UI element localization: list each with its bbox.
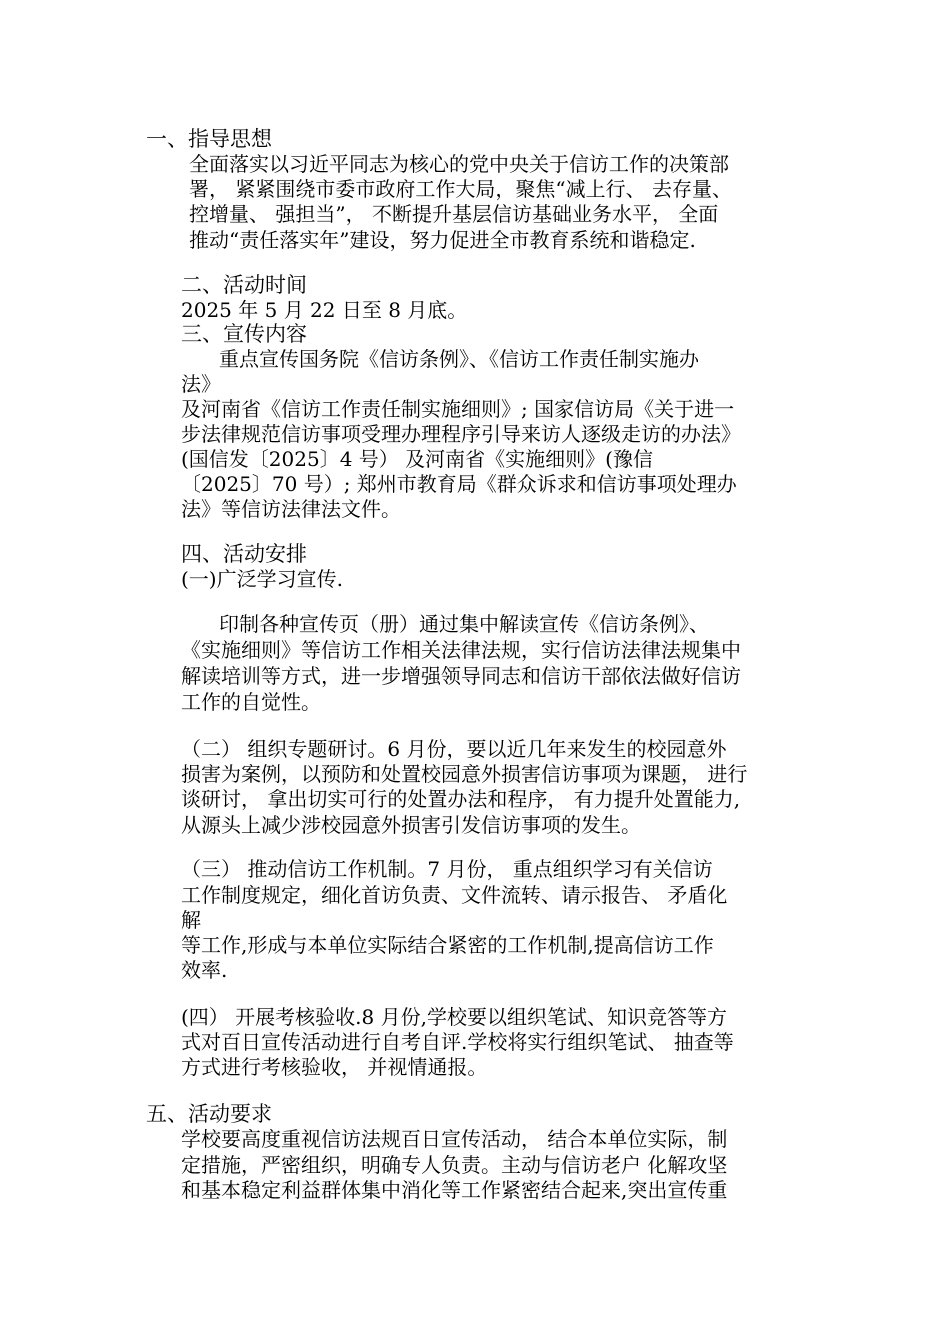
paragraph-line: 及河南省《信访工作责任制实施细则》; 国家信访局《关于进一 — [181, 397, 735, 421]
paragraph-line: 重点宣传国务院《信访条例》、《信访工作责任制实施办 — [219, 347, 699, 371]
paragraph-line: (国信发〔2025〕4 号） 及河南省《实施细则》(豫信 — [181, 447, 653, 471]
paragraph-line: 印制各种宣传页（册）通过集中解读宣传《信访条例》、 — [219, 612, 709, 636]
section-heading-guiding-ideology: 一、指导思想 — [146, 127, 272, 151]
section-heading-publicity-content: 三、宣传内容 — [181, 322, 307, 346]
paragraph-line: (四） 开展考核验收.8 月份,学校要以组织笔试、知识竞答等方 — [181, 1005, 727, 1029]
paragraph-line: 式对百日宣传活动进行自考自评.学校将实行组织笔试、 抽查等 — [181, 1030, 734, 1054]
paragraph-line: 〔2025〕70 号）; 郑州市教育局《群众诉求和信访事项处理办 — [181, 472, 737, 496]
paragraph-line: 和基本稳定利益群体集中消化等工作紧密结合起来,突出宣传重 — [181, 1178, 728, 1202]
paragraph-line: 推动“责任落实年”建设，努力促进全市教育系统和谐稳定. — [189, 228, 696, 252]
paragraph-line: 署， 紧紧围绕市委市政府工作大局，聚焦“减上行、 去存量、 — [189, 177, 732, 201]
paragraph-line: 效率. — [181, 958, 228, 982]
paragraph-line: 2025 年 5 月 22 日至 8 月底。 — [181, 298, 468, 322]
paragraph-line: 学校要高度重视信访法规百日宣传活动， 结合本单位实际，制 — [181, 1127, 728, 1151]
section-heading-activity-time: 二、活动时间 — [181, 273, 307, 297]
paragraph-line: 方式进行考核验收， 并视情通报。 — [181, 1055, 488, 1079]
paragraph-line: 工作制度规定，细化首访负责、文件流转、请示报告、 矛盾化 — [181, 883, 728, 907]
paragraph-line: 解 — [181, 908, 201, 932]
paragraph-line: 从源头上减少涉校园意外损害引发信访事项的发生。 — [181, 813, 641, 837]
paragraph-line: (一)广泛学习宣传. — [181, 567, 343, 591]
paragraph-line: 《实施细则》等信访工作相关法律法规，实行信访法律法规集中 — [181, 638, 741, 662]
paragraph-line: 全面落实以习近平同志为核心的党中央关于信访工作的决策部 — [189, 152, 729, 176]
paragraph-line: 损害为案例，以预防和处置校园意外损害信访事项为课题， 进行 — [181, 762, 748, 786]
paragraph-line: （三） 推动信访工作机制。7 月份， 重点组织学习有关信访 — [181, 857, 713, 881]
section-heading-activity-requirements: 五、活动要求 — [146, 1102, 272, 1126]
paragraph-line: 控增量、 强担当”， 不断提升基层信访基础业务水平， 全面 — [189, 202, 719, 226]
paragraph-line: 工作的自觉性。 — [181, 690, 321, 714]
paragraph-line: 法》等信访法律法文件。 — [181, 497, 401, 521]
paragraph-line: 定措施，严密组织，明确专人负责。主动与信访老户 化解攻坚 — [181, 1153, 728, 1177]
paragraph-line: 解读培训等方式，进一步增强领导同志和信访干部依法做好信访 — [181, 664, 741, 688]
section-heading-activity-arrangement: 四、活动安排 — [181, 542, 307, 566]
paragraph-line: 等工作,形成与本单位实际结合紧密的工作机制,提高信访工作 — [181, 933, 714, 957]
paragraph-line: 法》 — [181, 372, 221, 396]
paragraph-line: （二） 组织专题研讨。6 月份，要以近几年来发生的校园意外 — [181, 737, 727, 761]
paragraph-line: 步法律规范信访事项受理办理程序引导来访人逐级走访的办法》 — [181, 422, 741, 446]
paragraph-line: 谈研讨， 拿出切实可行的处置办法和程序， 有力提升处置能力, — [181, 787, 741, 811]
